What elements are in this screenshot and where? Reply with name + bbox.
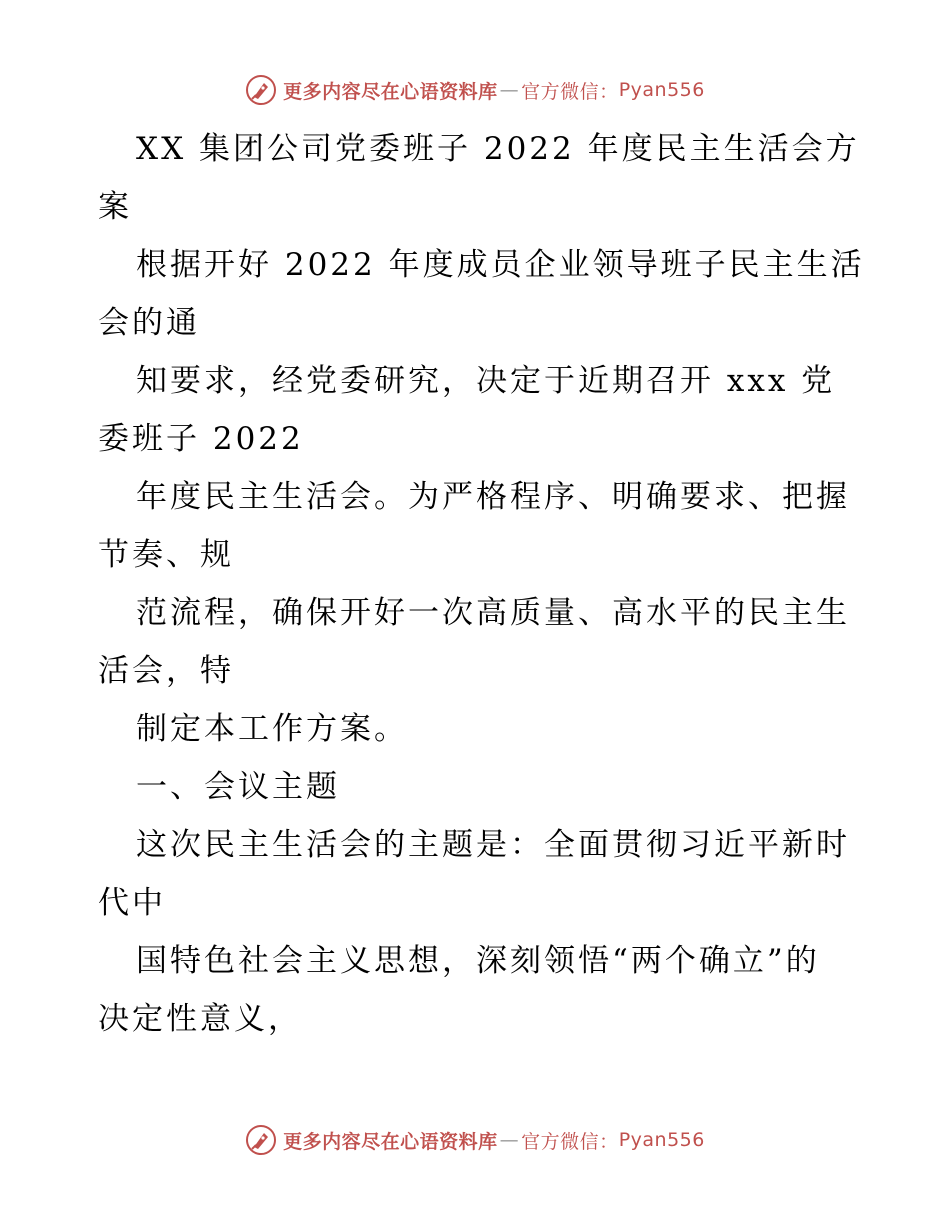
paragraph-line: 制定本工作方案。: [136, 711, 408, 747]
watermark-account: Pyan556: [618, 1129, 705, 1151]
section-heading: 一、会议主题: [136, 769, 340, 805]
pen-nib-logo-icon: [245, 74, 277, 106]
paragraph-line: 根据开好 2022 年度成员企业领导班子民主生活: [136, 247, 865, 283]
watermark-separator: —: [499, 1129, 520, 1151]
watermark-account: Pyan556: [618, 79, 705, 101]
paragraph-line: 这次民主生活会的主题是：全面贯彻习近平新时: [136, 827, 850, 863]
paragraph-line: 年度民主生活会。为严格程序、明确要求、把握: [136, 479, 850, 515]
paragraph-line: 国特色社会主义思想，深刻领悟“两个确立”的: [136, 943, 820, 979]
footer-watermark: [0, 1120, 950, 1160]
paragraph-line: 决定性意义，: [98, 1001, 302, 1037]
paragraph-line: 活会，特: [98, 653, 234, 689]
paragraph-line: 范流程，确保开好一次高质量、高水平的民主生: [136, 595, 850, 631]
watermark-separator: —: [499, 79, 520, 101]
document-title-line-1: XX 集团公司党委班子 2022 年度民主生活会方: [136, 131, 860, 167]
paragraph-line: 知要求，经党委研究，决定于近期召开 xxx 党: [136, 363, 836, 399]
header-watermark: [0, 70, 950, 110]
paragraph-line: 委班子 2022: [98, 421, 304, 457]
paragraph-line: 会的通: [98, 305, 200, 341]
paragraph-line: 节奏、规: [98, 537, 234, 573]
watermark-account-label: 官方微信：: [521, 1130, 619, 1153]
paragraph-line: 代中: [98, 885, 166, 921]
watermark-account-label: 官方微信：: [521, 80, 619, 103]
pen-nib-logo-icon: [245, 1124, 277, 1156]
watermark-text: 更多内容尽在心语资料库: [283, 1130, 498, 1153]
document-body: [98, 120, 865, 1048]
watermark-text: 更多内容尽在心语资料库: [283, 80, 498, 103]
document-title-line-2: 案: [98, 189, 132, 225]
